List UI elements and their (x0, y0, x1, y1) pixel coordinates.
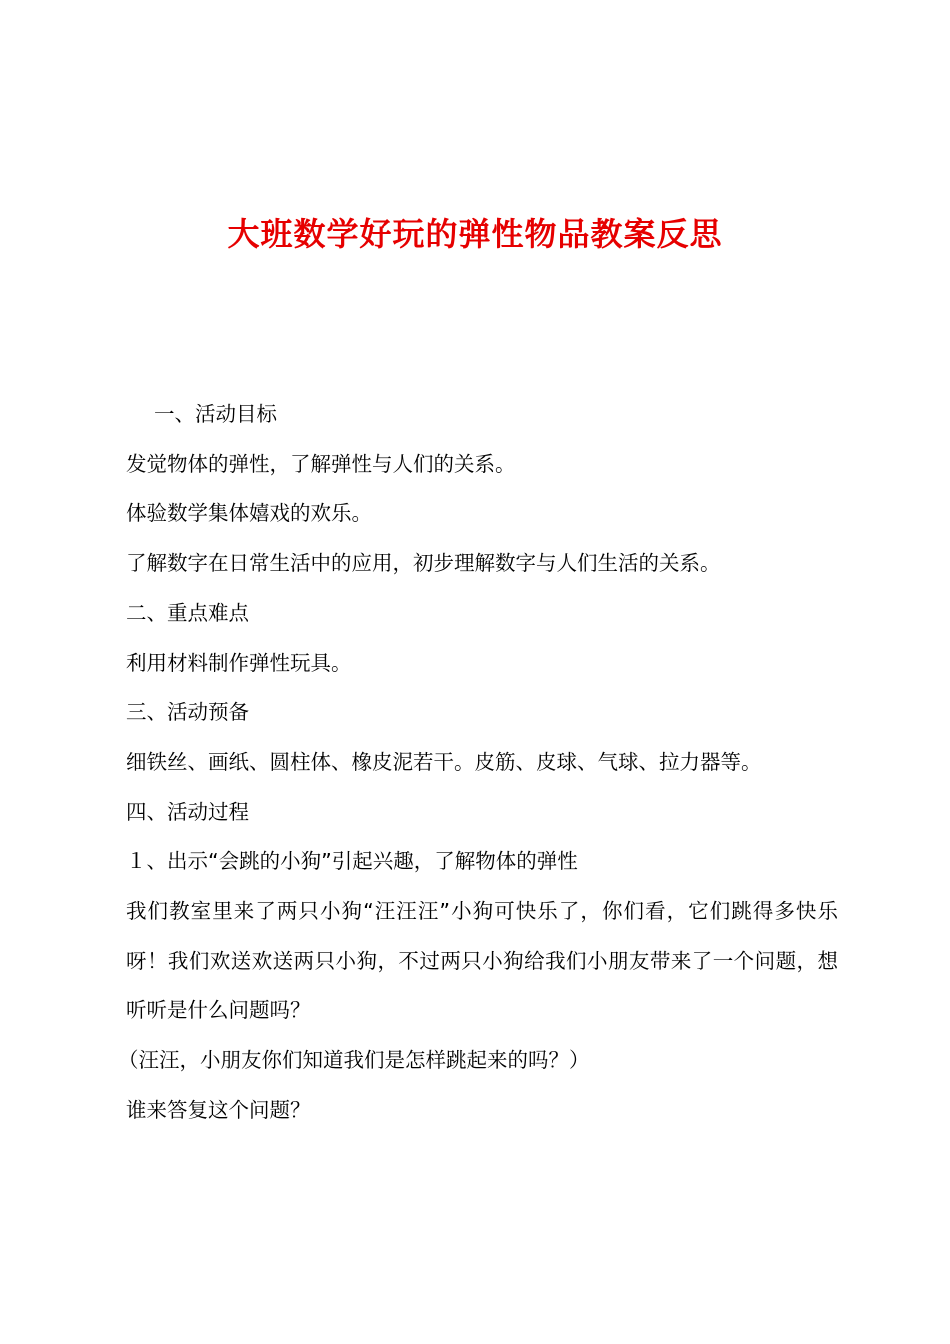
section-heading-preparation: 三、活动预备 (126, 700, 249, 725)
section-heading-goals: 一、活动目标 (154, 402, 277, 426)
preparation-item: 细铁丝、画纸、圆柱体、橡皮泥若干。皮筋、皮球、气球、拉力器等。 (126, 749, 762, 774)
goal-item: 了解数字在日常生活中的应用，初步理解数字与人们生活的关系。 (126, 551, 721, 576)
process-step-heading: １、出示“会跳的小狗”引起兴趣，了解物体的弹性 (126, 849, 578, 874)
process-paragraph: 我们教室里来了两只小狗“汪汪汪”小狗可快乐了，你们看，它们跳得多快乐呀！我们欢送欢送两只小狗，不过两只小狗给我们小朋友带来了一个问题，想听听是什么问题吗？ (126, 899, 838, 1023)
goal-item: 发觉物体的弹性，了解弹性与人们的关系。 (126, 451, 516, 476)
section-heading-key-points: 二、重点难点 (126, 600, 249, 625)
document-title: 大班数学好玩的弹性物品教案反思 (227, 215, 723, 253)
key-point-item: 利用材料制作弹性玩具。 (126, 650, 352, 675)
document-body (118, 390, 838, 1136)
section-heading-process: 四、活动过程 (126, 799, 249, 824)
goal-item: 体验数学集体嬉戏的欢乐。 (126, 501, 372, 526)
process-question: 谁来答复这个问题？ (126, 1097, 311, 1122)
process-quote: （汪汪，小朋友你们知道我们是怎样跳起来的吗？） (118, 1048, 590, 1073)
